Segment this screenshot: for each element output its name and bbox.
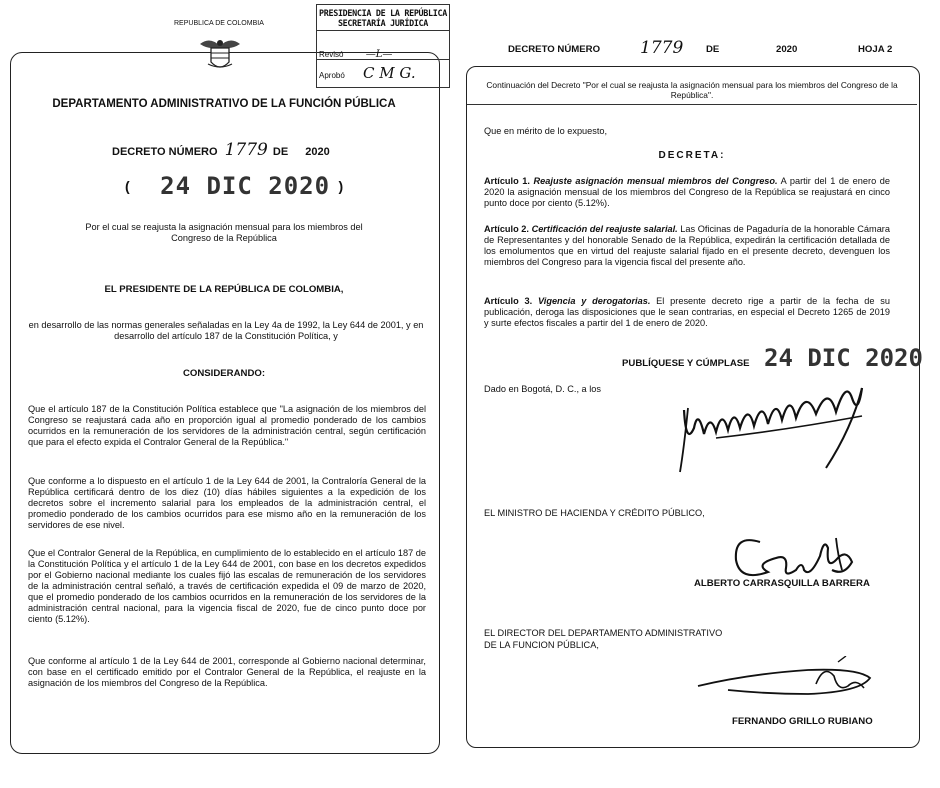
minister-signature-icon xyxy=(724,520,874,584)
page2-decree-year: 2020 xyxy=(776,44,798,55)
article-2-number: Artículo 2. xyxy=(484,224,529,234)
date-paren-close: ) xyxy=(338,178,344,194)
decree-date-line xyxy=(125,172,343,200)
decree-de: DE xyxy=(272,146,289,158)
decree-title-line xyxy=(112,140,330,160)
coat-of-arms-icon xyxy=(198,34,242,74)
stamp-reviso-row xyxy=(317,49,449,60)
stamp-reviso-label: Revisó xyxy=(319,50,344,59)
decree-year: 2020 xyxy=(305,146,330,158)
minister-title: EL MINISTRO DE HACIENDA Y CRÉDITO PÚBLICO, xyxy=(484,508,705,518)
president-heading: EL PRESIDENTE DE LA REPÚBLICA DE COLOMBIA, xyxy=(104,284,344,295)
page2-decree-number: 1779 xyxy=(640,38,684,58)
considerando-paragraph-1: Que el artículo 187 de la Constitución Política establece que "La asignación de los miembros del Congreso se reajustará cada año en proporción igual al promedio ponderado de los cambios ocurridos en la remuneración de los servidores de la administración central, según certificación que para el efecto expida el Contralor General de la República." xyxy=(28,404,426,447)
publiquese-line: PUBLÍQUESE Y CÚMPLASE xyxy=(622,358,750,369)
decree-number: 1779 xyxy=(224,140,268,160)
director-name: FERNANDO GRILLO RUBIANO xyxy=(732,716,873,727)
legal-powers: en desarrollo de las normas generales señaladas en la Ley 4a de 1992, la Ley 644 de 2001, y en desarrollo del artículo 187 de la Constitución Política, y xyxy=(28,320,424,341)
stamp-aprobo-value: C M G. xyxy=(363,64,416,82)
article-1 xyxy=(484,176,890,209)
page2-decree-label: DECRETO NÚMERO xyxy=(508,44,601,55)
department-title: DEPARTAMENTO ADMINISTRATIVO DE LA FUNCIÓN PÚBLICA xyxy=(52,98,396,110)
dado-line: Dado en Bogotá, D. C., a los xyxy=(484,384,601,394)
article-3 xyxy=(484,296,890,329)
date-stamp: 24 DIC 2020 xyxy=(160,172,331,200)
considerando-heading: CONSIDERANDO: xyxy=(182,368,266,379)
considerando-paragraph-3: Que el Contralor General de la República, en cumplimiento de lo establecido en el artículo 187 de la Constitución Política y el artículo 1 de la Ley 644 de 2001, con base en los decretos expedidos por el Gobierno nacional mediante los cuales fijó las escalas de remuneración de los servidores de la administración central señaló, a través de certificación expedida el 09 de marzo de 2020, que el promedio ponderado de los cambios ocurridos en la remuneración de los servidores de la administración central nacional, para la vigencia fiscal de 2020, fue de cinco punto doce por ciento (5.12%). xyxy=(28,548,426,624)
legal-secretariat-stamp xyxy=(316,4,450,88)
article-3-number: Artículo 3. xyxy=(484,296,533,306)
stamp-line-2: SECRETARÍA JURÍDICA xyxy=(317,18,449,31)
article-3-text: El presente decreto rige a partir de la fecha de su publicación, deroga las disposiciones que le sean contrarias, en especial el Decreto 1265 de 2019 y surte efectos fiscales a partir del 1 de enero de 2020. xyxy=(484,296,890,328)
stamp-aprobo-row xyxy=(317,64,449,82)
decreta-heading: DECRETA: xyxy=(658,150,726,161)
director-signature-icon xyxy=(688,656,888,718)
article-1-title: Reajuste asignación mensual miembros del Congreso. xyxy=(533,176,778,186)
article-1-number: Artículo 1. xyxy=(484,176,530,186)
reviso-initials: —L— xyxy=(365,49,393,60)
president-signature-icon xyxy=(676,368,876,478)
decree-subject: Por el cual se reajusta la asignación mensual para los miembros del Congreso de la República xyxy=(85,222,363,243)
republic-header: REPUBLICA DE COLOMBIA xyxy=(174,20,264,27)
stamp-line-1: PRESIDENCIA DE LA REPÚBLICA xyxy=(318,8,448,18)
page-number: HOJA 2 xyxy=(858,44,893,55)
article-3-title: Vigencia y derogatorias. xyxy=(538,296,651,306)
article-2 xyxy=(484,224,890,268)
continuation-note: Continuación del Decreto "Por el cual se reajusta la asignación mensual para los miembros del Congreso de la República". xyxy=(486,80,898,100)
publiquese-date-stamp: 24 DIC 2020 xyxy=(764,344,923,372)
director-title-line-2: DE LA FUNCION PÚBLICA, xyxy=(484,640,599,650)
article-2-text: Las Oficinas de Pagaduría de la honorable Cámara de Representantes y del honorable Senado de la República, expedirán la certificación detallada de los emolumentos que en virtud del reajuste salarial fijado en el presente decreto, devenguen los miembros del Congreso para la vigencia fiscal del presente año. xyxy=(484,224,890,267)
minister-name: ALBERTO CARRASQUILLA BARRERA xyxy=(694,578,870,589)
header-divider xyxy=(467,104,917,105)
stamp-aprobo-label: Aprobó xyxy=(319,71,345,80)
article-2-title: Certificación del reajuste salarial. xyxy=(531,224,678,234)
decree-label: DECRETO NÚMERO xyxy=(112,146,218,158)
director-title-line-1: EL DIRECTOR DEL DEPARTAMENTO ADMINISTRATIVO xyxy=(484,628,723,638)
merit-line: Que en mérito de lo expuesto, xyxy=(484,126,608,136)
date-paren-open: ( xyxy=(125,178,130,194)
article-1-text: A partir del 1 de enero de 2020 la asignación mensual de los miembros del Congreso de la República se reajustará en cinco punto doce por ciento (5.12%). xyxy=(484,176,890,208)
page2-decree-de: DE xyxy=(706,44,720,55)
considerando-paragraph-4: Que conforme al artículo 1 de la Ley 644 de 2001, corresponde al Gobierno nacional determinar, con base en el certificado emitido por el Contralor General de la República, el reajuste en la asignación de los miembros del Congreso de la República. xyxy=(28,656,426,688)
considerando-paragraph-2: Que conforme a lo dispuesto en el artículo 1 de la Ley 644 de 2001, la Contraloría General de la República certificará dentro de los diez (10) días hábiles siguientes a la expedición de los decretos sobre el incremento salarial para los empleados de la administración central, el promedio ponderado de los cambios ocurridos para ese mismo año en la remuneración de los servidores de ese nivel. xyxy=(28,476,426,530)
